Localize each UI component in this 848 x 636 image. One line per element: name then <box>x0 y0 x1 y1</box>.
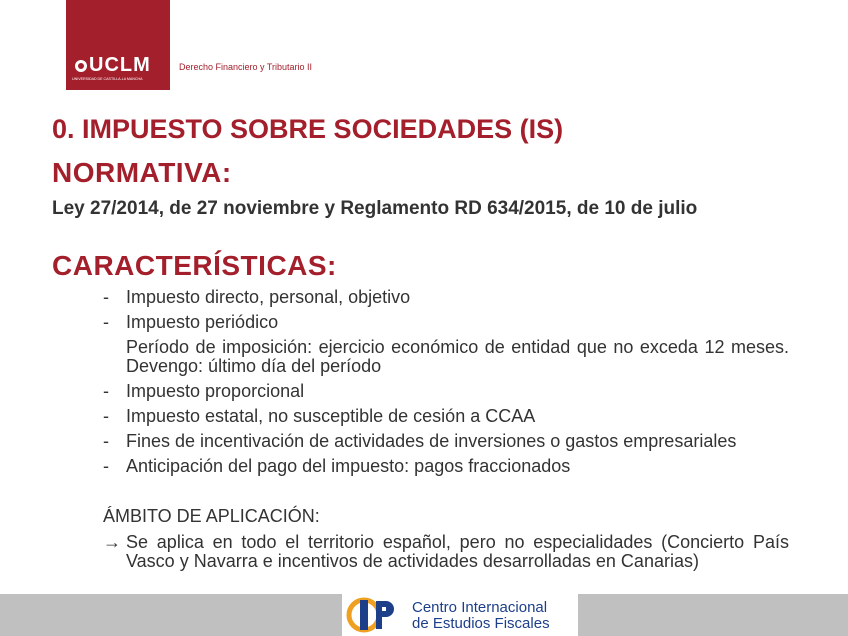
ambito-text: Se aplica en todo el territorio español, pero no especialidades (Concierto País Vasco y Navarra e incentivos de actividades desarrolladas en Canarias) <box>126 532 789 571</box>
list-note <box>103 338 789 376</box>
course-name: Derecho Financiero y Tributario II <box>179 62 313 72</box>
dash-bullet: - <box>103 312 109 332</box>
list-item <box>103 382 789 401</box>
cief-emblem-icon <box>346 597 404 633</box>
slide-title: 0. IMPUESTO SOBRE SOCIEDADES (IS) <box>52 114 564 144</box>
dash-bullet: - <box>103 456 109 476</box>
list-item-text: Impuesto proporcional <box>126 381 305 401</box>
ambito-heading: ÁMBITO DE APLICACIÓN: <box>103 506 320 526</box>
dash-bullet: - <box>103 381 109 401</box>
caracteristicas-heading: CARACTERÍSTICAS: <box>52 250 337 281</box>
list-item-text: Fines de incentivación de actividades de inversiones o gastos empresariales <box>126 431 737 451</box>
law-reference: Ley 27/2014, de 27 noviembre y Reglamento RD 634/2015, de 10 de julio <box>52 198 698 219</box>
logo-subtitle: UNIVERSIDAD DE CASTILLA-LA MANCHA <box>72 77 143 81</box>
list-item <box>103 432 789 451</box>
list-note-text: Período de imposición: ejercicio económico de entidad que no exceda 12 meses. Devengo: último día del período <box>126 337 789 376</box>
list-item <box>103 457 789 476</box>
cief-logo <box>342 594 578 636</box>
list-item <box>103 288 789 307</box>
list-item <box>103 313 789 332</box>
list-item-text: Impuesto estatal, no susceptible de cesión a CCAA <box>126 406 536 426</box>
list-item-text: Impuesto periódico <box>126 312 279 332</box>
cief-line-2: de Estudios Fiscales <box>412 615 550 632</box>
footer-bar <box>0 594 848 636</box>
cief-name <box>412 600 550 632</box>
ambito-item <box>103 533 789 571</box>
university-seal-icon <box>75 60 87 72</box>
list-item-text: Impuesto directo, personal, objetivo <box>126 287 411 307</box>
logo-text: UCLM <box>89 54 151 76</box>
dash-bullet: - <box>103 406 109 426</box>
normativa-heading: NORMATIVA: <box>52 157 232 188</box>
uclm-logo <box>66 0 170 90</box>
list-item-text: Anticipación del pago del impuesto: pagos fraccionados <box>126 456 571 476</box>
characteristics-list <box>103 288 789 482</box>
arrow-right-icon: → <box>103 532 121 552</box>
list-item <box>103 407 789 426</box>
dash-bullet: - <box>103 431 109 451</box>
dash-bullet: - <box>103 287 109 307</box>
cief-line-1: Centro Internacional <box>412 599 548 616</box>
